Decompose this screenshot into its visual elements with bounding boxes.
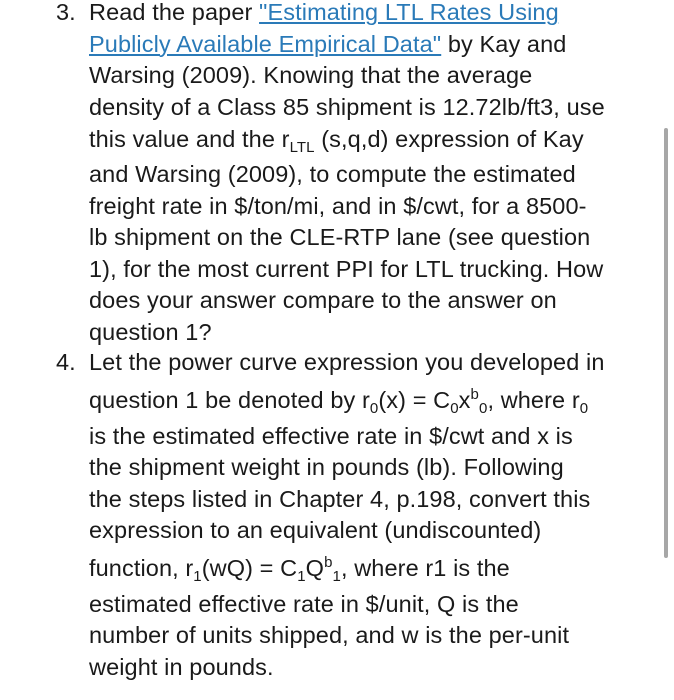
- question-4-text: [89, 347, 652, 683]
- text-line: weight in pounds.: [89, 653, 274, 680]
- question-3-text: [89, 0, 652, 348]
- text-line: is the estimated effective rate in $/cwt and x is: [89, 422, 573, 449]
- text-line: freight rate in $/ton/mi, and in $/cwt, for a 8500-: [89, 192, 587, 219]
- text-line: and Warsing (2009), to compute the estimated: [89, 161, 576, 187]
- text-line: Let the power curve expression you developed in: [89, 349, 605, 375]
- text-line: this value and the $r_{LTL}$ (s,q,d) expression of Kay: [89, 126, 584, 156]
- text-line: question 1 be denoted by $r_0(x) = C_0x^b_0$, where $r_0$: [89, 385, 589, 417]
- question-3: [56, 0, 652, 348]
- text-line: function, $r_1(wQ) = C_1Q^b_1$, where r1 is the: [89, 553, 510, 585]
- scrollbar[interactable]: [664, 128, 668, 558]
- text-line: the steps listed in Chapter 4, p.198, convert this: [89, 485, 591, 512]
- question-4: [56, 347, 652, 683]
- text-line: estimated effective rate in $/unit, Q is the: [89, 590, 519, 617]
- text-line: expression to an equivalent (undiscounted): [89, 517, 542, 543]
- text-line: question 1?: [89, 318, 212, 345]
- question-number: 3.: [56, 0, 76, 25]
- text-line: the shipment weight in pounds (lb). Following: [89, 454, 564, 480]
- text-line: density of a Class 85 shipment is 12.72lb/ft3, use: [89, 93, 605, 120]
- text-line: Read the paper "Estimating LTL Rates Using: [89, 0, 559, 25]
- text-line: 1), for the most current PPI for LTL trucking. How: [89, 255, 604, 282]
- question-number: 4.: [56, 349, 76, 375]
- text-line: Publicly Available Empirical Data" by Kay and: [89, 30, 567, 57]
- text-line: Warsing (2009). Knowing that the average: [89, 62, 533, 88]
- paper-link[interactable]: "Estimating LTL Rates Using: [259, 0, 559, 25]
- text-line: number of units shipped, and w is the per-unit: [89, 622, 570, 648]
- paper-link-continued[interactable]: Publicly Available Empirical Data": [89, 30, 442, 57]
- text-line: lb shipment on the CLE-RTP lane (see question: [89, 224, 591, 250]
- text-line: does your answer compare to the answer on: [89, 287, 557, 313]
